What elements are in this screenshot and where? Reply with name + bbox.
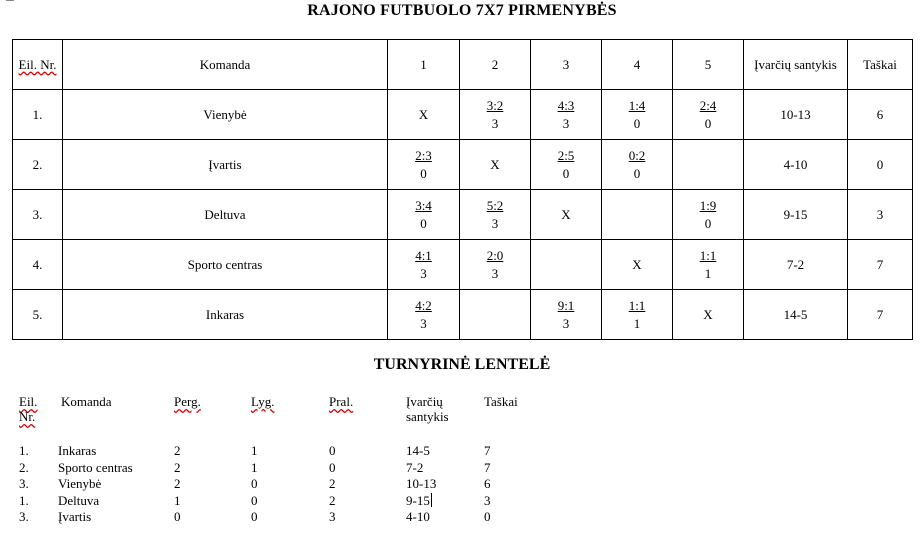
grid-cell-team: Inkaras: [63, 290, 388, 340]
standings-cell-won: 2: [174, 476, 181, 491]
grid-cell-match-3: [531, 90, 602, 140]
match-score: 1:1: [628, 297, 646, 313]
match-points: 0: [633, 115, 641, 131]
grid-cell-match-3: [531, 290, 602, 340]
standings-cell-won: 1: [174, 492, 181, 508]
grid-cell-nr: 3.: [13, 190, 63, 240]
standings-cell-lost: 2: [329, 492, 336, 508]
grid-cell-match-5: [673, 290, 744, 340]
grid-cell-goals: 10-13: [744, 90, 848, 140]
grid-cell-points: 7: [848, 240, 913, 290]
grid-header-col-2: 2: [460, 40, 531, 90]
match-points: 3: [491, 215, 499, 231]
grid-cell-team: Įvartis: [63, 140, 388, 190]
grid-cell-match-1: [388, 290, 460, 340]
grid-row: [13, 290, 913, 340]
standings-cell-team: Įvartis: [58, 509, 92, 524]
grid-header-team: Komanda: [63, 40, 388, 90]
text-cursor: [431, 493, 432, 507]
standings-cell-points: 7: [484, 443, 491, 458]
match-score: 2:4: [699, 97, 717, 113]
standings-title: TURNYRINĖ LENTELĖ: [373, 356, 551, 373]
standings-cell-nr: 1.: [19, 492, 29, 508]
standings-cell-points: 3: [484, 492, 491, 508]
grid-cell-team: Deltuva: [63, 190, 388, 240]
grid-cell-match-4: [602, 90, 673, 140]
standings-cell-draw: 0: [251, 492, 258, 508]
grid-header-row: [13, 40, 913, 90]
match-score: 1:4: [628, 97, 646, 113]
match-points: 0: [704, 115, 712, 131]
grid-cell-match-2: [460, 140, 531, 190]
grid-cell-goals: 7-2: [744, 240, 848, 290]
grid-cell-match-4: [602, 290, 673, 340]
grid-cell-points: 6: [848, 90, 913, 140]
match-points: 0: [420, 215, 427, 231]
standings-header-nr2: Nr.: [19, 409, 36, 424]
grid-cell-match-2: [460, 90, 531, 140]
grid-row: [13, 90, 913, 140]
standings-cell-team: Sporto centras: [58, 459, 133, 475]
match-score: 1:9: [699, 197, 717, 213]
grid-header-goals: Įvarčių santykis: [744, 40, 848, 90]
grid-cell-goals: 9-15: [744, 190, 848, 240]
grid-cell-nr: 4.: [13, 240, 63, 290]
match-score: 0:2: [628, 147, 646, 163]
match-points: 3: [562, 115, 570, 131]
grid-cell-team: Vienybė: [63, 90, 388, 140]
match-score: 9:1: [557, 297, 575, 313]
match-score: 4:2: [415, 297, 432, 313]
grid-row: [13, 240, 913, 290]
match-points: 0: [420, 165, 427, 181]
grid-header-points: Taškai: [848, 40, 913, 90]
match-points: 0: [704, 215, 712, 231]
standings-cell-lost: 3: [329, 509, 336, 524]
standings-cell-won: 0: [174, 509, 181, 524]
match-points: 0: [633, 165, 641, 181]
standings-cell-draw: 1: [251, 443, 258, 458]
grid-cell-match-3: [531, 140, 602, 190]
match-score: 3:4: [415, 197, 432, 213]
grid-cell-match-3: [531, 240, 602, 290]
standings-cell-draw: 1: [251, 459, 258, 475]
standings-cell-goals: 9-15: [406, 492, 430, 508]
grid-cell-match-4: [602, 190, 673, 240]
grid-cell-match-4: [602, 240, 673, 290]
standings-header-team: Komanda: [61, 394, 112, 409]
grid-cell-goals: 14-5: [744, 290, 848, 340]
standings-cell-points: 6: [484, 476, 491, 491]
self-match-mark: X: [418, 106, 429, 122]
match-points: 3: [420, 265, 427, 281]
standings-cell-points: 0: [484, 509, 491, 524]
grid-cell-match-5: [673, 190, 744, 240]
standings-cell-team: Deltuva: [58, 492, 100, 508]
grid-cell-match-1: [388, 190, 460, 240]
standings-cell-goals: 14-5: [406, 443, 430, 458]
match-points: 3: [491, 115, 499, 131]
standings-header-points: Taškai: [484, 394, 518, 409]
standings-header-draw: Lyg.: [251, 394, 275, 409]
standings-cell-won: 2: [174, 459, 181, 475]
grid-header-col-4: 4: [602, 40, 673, 90]
self-match-mark: X: [632, 256, 642, 272]
grid-cell-points: 0: [848, 140, 913, 190]
standings-header-won: Perg.: [174, 394, 201, 409]
grid-cell-points: 7: [848, 290, 913, 340]
standings-cell-team: Inkaras: [58, 443, 97, 458]
standings-cell-nr: 2.: [19, 459, 29, 475]
grid-cell-match-1: [388, 90, 460, 140]
grid-cell-team: Sporto centras: [63, 240, 388, 290]
grid-cell-match-2: [460, 240, 531, 290]
standings-cell-points: 7: [484, 459, 491, 475]
grid-cell-match-5: [673, 140, 744, 190]
standings-header-goals1: Įvarčių: [406, 394, 443, 409]
grid-cell-match-2: [460, 290, 531, 340]
grid-cell-points: 3: [848, 190, 913, 240]
grid-cell-match-4: [602, 140, 673, 190]
standings-cell-goals: 7-2: [406, 459, 424, 475]
grid-header-nr-label: Eil. Nr.: [18, 56, 57, 72]
standings-header-goals2: santykis: [406, 409, 449, 424]
standings-cell-nr: 3.: [19, 476, 29, 491]
self-match-mark: X: [703, 306, 713, 322]
standings-cell-lost: 0: [329, 459, 336, 475]
grid-cell-nr: 1.: [13, 90, 63, 140]
match-points: 3: [420, 315, 427, 331]
match-score: 4:3: [557, 97, 575, 113]
match-points: 1: [633, 315, 641, 331]
self-match-mark: X: [490, 156, 500, 172]
match-score: 2:0: [486, 247, 504, 263]
grid-header-col-3: 3: [531, 40, 602, 90]
standings-cell-nr: 1.: [19, 443, 29, 458]
grid-cell-match-5: [673, 90, 744, 140]
grid-cell-match-1: [388, 140, 460, 190]
match-score: 1:1: [699, 247, 717, 263]
standings-cell-team: Vienybė: [58, 476, 102, 491]
grid-header-col-1: 1: [388, 40, 460, 90]
grid-cell-match-5: [673, 240, 744, 290]
standings-cell-won: 2: [174, 443, 181, 458]
self-match-mark: X: [561, 206, 571, 222]
grid-header-nr: [13, 40, 63, 90]
grid-cell-match-3: [531, 190, 602, 240]
grid-cell-nr: 5.: [13, 290, 63, 340]
match-score: 2:3: [415, 147, 432, 163]
match-points: 3: [562, 315, 570, 331]
match-score: 5:2: [486, 197, 504, 213]
grid-row: [13, 140, 913, 190]
standings-cell-lost: 0: [329, 443, 336, 458]
standings-cell-draw: 0: [251, 476, 258, 491]
match-score: 2:5: [557, 147, 575, 163]
document-corner-mark: [6, 0, 14, 1]
standings-cell-nr: 3.: [19, 509, 29, 524]
grid-row: [13, 190, 913, 240]
match-points: 3: [491, 265, 499, 281]
grid-cell-goals: 4-10: [744, 140, 848, 190]
page-title: RAJONO FUTBUOLO 7X7 PIRMENYBĖS: [307, 2, 617, 19]
results-grid-table: [12, 39, 913, 340]
match-points: 1: [704, 265, 712, 281]
grid-cell-match-1: [388, 240, 460, 290]
standings-header-nr1: Eil.: [19, 394, 38, 409]
standings-header-lost: Pral.: [329, 394, 354, 409]
standings-cell-lost: 2: [329, 476, 336, 491]
grid-cell-match-2: [460, 190, 531, 240]
grid-cell-nr: 2.: [13, 140, 63, 190]
standings-cell-draw: 0: [251, 509, 258, 524]
match-score: 4:1: [415, 247, 432, 263]
match-points: 0: [562, 165, 570, 181]
standings-cell-goals: 4-10: [406, 509, 430, 524]
match-score: 3:2: [486, 97, 504, 113]
standings-cell-goals: 10-13: [406, 476, 437, 491]
grid-header-col-5: 5: [673, 40, 744, 90]
